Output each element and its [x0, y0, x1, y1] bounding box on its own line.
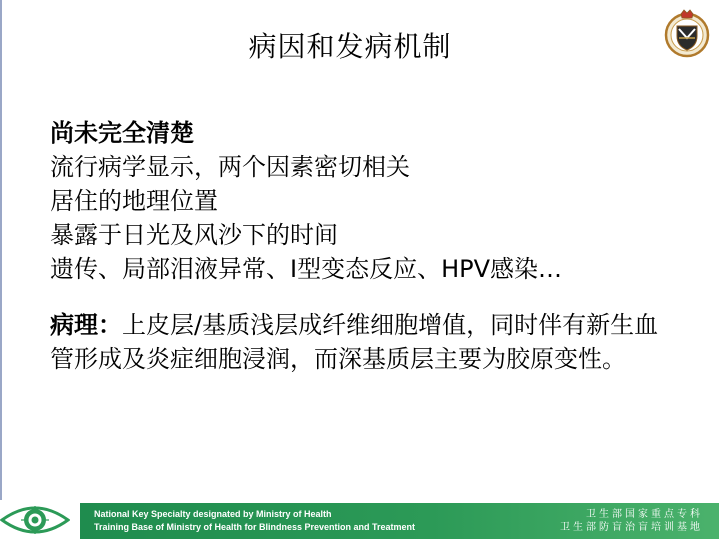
- footer-cn-line-2: 卫生部防盲治盲培训基地: [560, 522, 703, 533]
- bullet-line-2: 流行病学显示，两个因素密切相关: [50, 153, 410, 181]
- university-crest-icon: [664, 8, 710, 58]
- footer-en-line-2: Training Base of Ministry of Health for Blindness Prevention and Treatment: [94, 522, 416, 532]
- bullet-line-4: 暴露于日光及风沙下的时间: [50, 221, 338, 249]
- pathology-text: 上皮层/基质浅层成纤维细胞增值，同时伴有新生血管形成及炎症细胞浸润，而深基质层主要为胶原变性。: [50, 311, 659, 373]
- footer: [0, 500, 719, 539]
- bullet-line-5: 遗传、局部泪液异常、I型变态反应、HPV感染…: [50, 255, 563, 283]
- spacer: [50, 286, 700, 308]
- eye-logo-icon: [0, 500, 70, 539]
- footer-en-line-1: National Key Specialty designated by Ministry of Health: [94, 509, 332, 519]
- footer-chinese-text: [560, 508, 703, 534]
- bullet-line-1: 尚未完全清楚: [50, 119, 194, 147]
- content-area: [50, 116, 700, 376]
- footer-cn-line-1: 卫生部国家重点专科: [586, 509, 703, 520]
- footer-bar: [80, 503, 719, 539]
- bullet-line-3: 居住的地理位置: [50, 187, 218, 215]
- pathology-paragraph: [50, 308, 680, 376]
- slide-title: 病因和发病机制: [248, 30, 452, 63]
- left-border-rule: [0, 0, 2, 500]
- pathology-label: 病理：: [50, 311, 122, 339]
- footer-english-text: [94, 508, 415, 534]
